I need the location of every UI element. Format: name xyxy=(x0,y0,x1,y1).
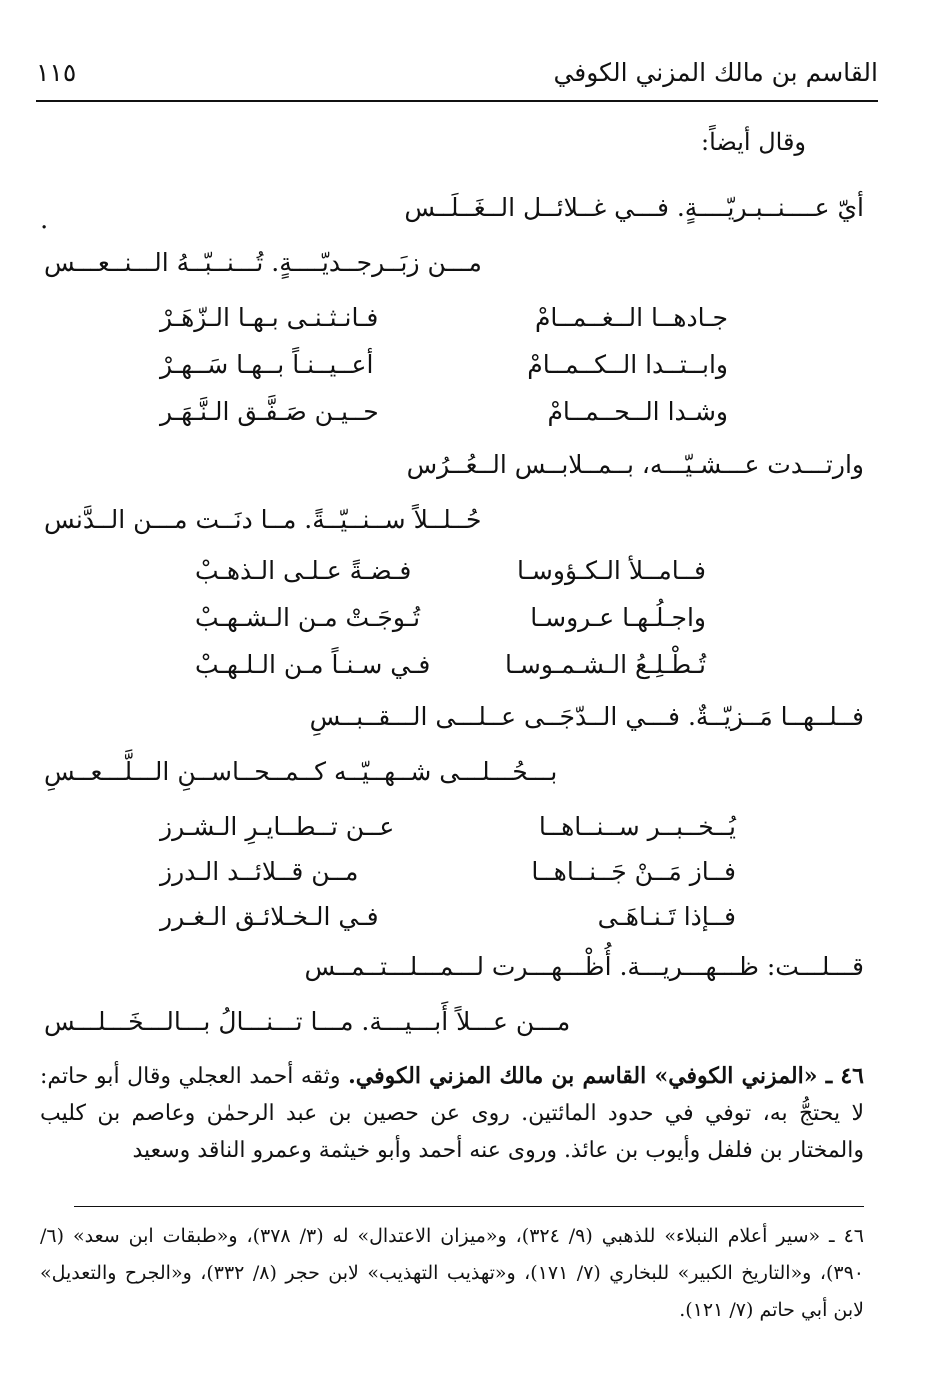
biography-entry xyxy=(40,1058,864,1169)
stanza3-line2-left: مــن قــلائــد الـدرز xyxy=(160,857,359,886)
verse-line-7: قـــلـــت: ظـــهـــريـــة. أُظْـــهـــرت لـــمـــلـــتــمــس xyxy=(304,952,864,981)
verse-line-3: وارتـــدت عـــشـيّـــه، بــمــلابــس الــعُــرُس xyxy=(406,450,864,479)
stanza1-line2-right: وابــتــدا الــكــمــامْ xyxy=(527,350,728,379)
stanza3-line3-left: فـي الـخـلائـق الـغـرر xyxy=(160,902,379,931)
verse-line-6: بـــحُـــلـــى شــهــيّــه كــمــحــاســنِ الـــلَّـــعــسِ xyxy=(44,757,558,786)
stanza1-line1-right: جـادهــا الــغــمــامْ xyxy=(534,303,728,332)
stanza2-line1-left: فـضـةً عـلـى الـذهـبْ xyxy=(195,556,412,585)
verse-line-5: فــلــهــا مَــزيّــةٌ. فـــي الــدّجَــى عــلـــى الـــقــبــسِ xyxy=(309,702,864,731)
stanza2-line2-right: واجـلُـهـا عـروسـا xyxy=(530,603,706,632)
header-rule xyxy=(36,100,878,102)
entry-heading: ٤٦ ـ «المزني الكوفي» القاسم بن مالك المزني الكوفي. xyxy=(348,1063,864,1089)
stanza3-line1-left: عــن تــطــايـرِ الـشـرز xyxy=(160,812,395,841)
entry-body: وثقه أحمد العجلي وقال أبو حاتم: لا يحتجُّ به، توفي في حدود المائتين. روى عن حصين بن عبد الرحمٰن وعاصم بن كليب والمختار بن فلفل وأيوب بن عائذ. وروى عنه أحمد وأبو خيثمة وعمرو الناقد وسعيد xyxy=(40,1064,864,1163)
stanza3-line1-right: يُــخــبــر ســنــاهــا xyxy=(538,812,736,841)
stanza3-line3-right: فــإذا تَـنـاهَـى xyxy=(597,902,736,931)
verse-line-8: مـــن عـــلاً أَبـــيـــة. مـــا تـــنـــالُ بـــالـــخَـــلـــس xyxy=(44,1007,571,1036)
verse-line-1-mark: . xyxy=(40,205,49,235)
running-title: القاسم بن مالك المزني الكوفي xyxy=(553,58,878,87)
footnote: ٤٦ ـ «سير أعلام النبلاء» للذهبي (٩/ ٣٢٤)، و«ميزان الاعتدال» له (٣/ ٣٧٨)، و«طبقات ابن سعد» (٦/ ٣٩٠)، و«التاريخ الكبير» للبخاري (٧/ ١٧١)، و«تهذيب التهذيب» لابن حجر (٨/ ٣٣٢)، و«الجرح والتعديل» لابن أبي حاتم (٧/ ١٢١). xyxy=(40,1225,864,1321)
stanza1-line3-right: وشـدا الــحــمــامْ xyxy=(547,397,728,426)
page-number: ١١٥ xyxy=(36,58,77,87)
page-header xyxy=(36,58,878,102)
stanza1-line3-left: حــيـن صَـفَّـق الـنَّـهَـر xyxy=(160,397,379,426)
stanza1-line2-left: أعــيــنـاً بــهـا سَــهـرْ xyxy=(160,350,374,379)
intro-line: وقال أيضاً: xyxy=(701,128,806,156)
stanza1-line1-left: فـانـثـنـى بـهـا الـزّهَـرْ xyxy=(160,303,379,332)
verse-line-2: مـــن زبَــرجــديّــــةٍ. تُـــنــبّــهُ الـــنــعـــس xyxy=(44,248,482,277)
stanza2-line3-right: تُـطْـلِـعُ الـشـمـوسـا xyxy=(504,650,706,679)
stanza3-line2-right: فــاز مَــنْ جَــنــاهــا xyxy=(531,857,736,886)
stanza2-line2-left: تُـوجَـتْ مـن الـشـهـبْ xyxy=(195,603,421,632)
verse-line-4: حُــلــلاً ســنــيّــةً. مــا دنَــت مـــن الــدَّنس xyxy=(44,505,482,534)
stanza2-line1-right: فــامــلأ الـكـؤوسـا xyxy=(516,556,706,585)
verse-line-1: أيّ عــــنــبـريّــــةٍ. فـــي غــلائــل الــغَــلَــس xyxy=(404,193,864,222)
stanza2-line3-left: فـي سـنـاً مـن الـلـهـبْ xyxy=(195,650,431,679)
footnote-rule xyxy=(74,1206,864,1207)
